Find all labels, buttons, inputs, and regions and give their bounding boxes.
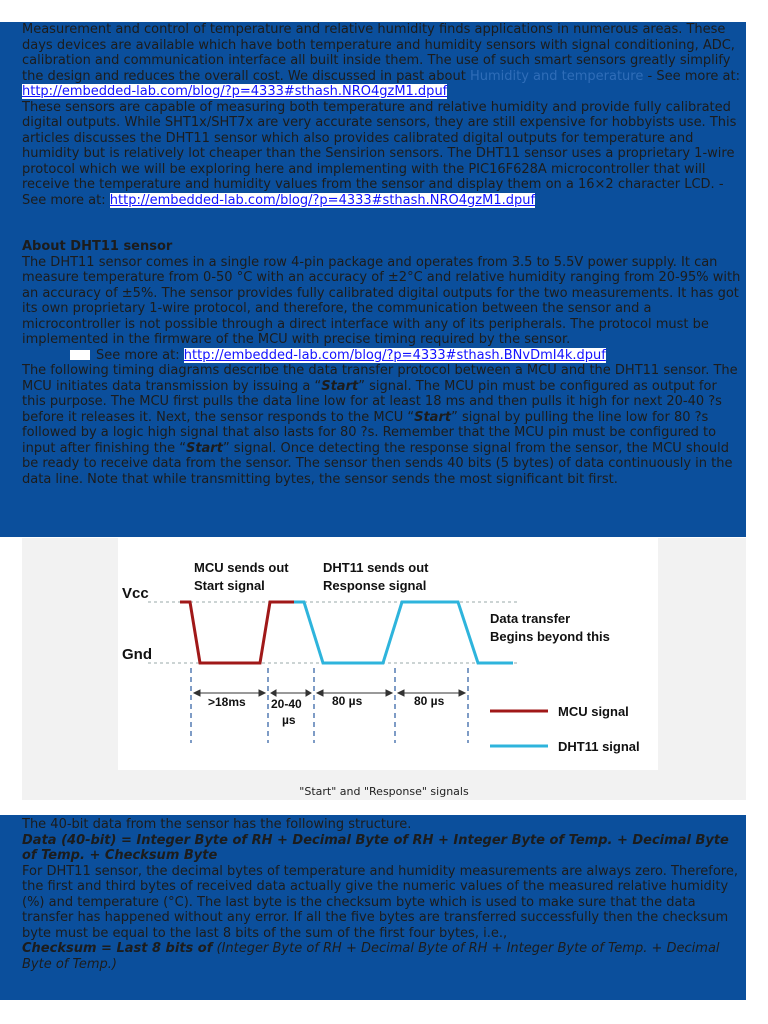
time-80us-low: 80 µs	[332, 694, 363, 708]
intro-section	[0, 22, 746, 239]
timing-diagram	[118, 538, 658, 770]
timing-text-3: ” signal by pulling the line low for 80 ?s followed by a logic high signal that also lasts for 80 ?s. Remember that the MCU pin must be configured to input after finishing the “	[22, 409, 717, 456]
section-heading: About DHT11 sensor	[22, 239, 173, 254]
time-80us-high: 80 µs	[414, 694, 445, 708]
start-term: Start	[321, 378, 359, 394]
transfer-label-line2: Begins beyond this	[490, 629, 610, 644]
time-gt18ms: >18ms	[208, 695, 246, 709]
checksum-label: Checksum = Last 8 bits of	[22, 941, 213, 956]
source-link-3[interactable]: http://embedded-lab.com/blog/?p=4333#sthash.BNvDmI4k.dpuf	[183, 347, 606, 363]
sensors-text: These sensors are capable of measuring both temperature and relative humidity and provide fully calibrated digital outputs. While SHT1x/SHT7x are very accurate sensors, they are still expensive for hobbyists use. This articles discusses the DHT11 sensor which also provides calibrated digital outputs for temperature and humidity but is relatively lot cheaper than the Sensirion sensors. The DHT11 sensor uses a proprietary 1-wire protocol which we will be exploring here and implementing with the PIC16F628A microcontroller that will receive the temperature and humidity values from the sensor and display them on a 16×2 character LCD.	[22, 99, 737, 192]
gnd-label: Gnd	[122, 646, 152, 663]
checksum-formula	[22, 941, 742, 972]
start-term: Start	[185, 440, 223, 456]
source-link-1[interactable]: http://embedded-lab.com/blog/?p=4333#sthash.NRO4gzM1.dpuf	[22, 84, 448, 99]
intro-text: Measurement and control of temperature and relative humidity finds applications in numerous areas. These days devices are available which have both temperature and humidity sensors with signal conditioning, ADC, calibration and communication interface all built inside them. The use of such smart sensors greatly simplify the design and reduces the overall cost. We discussed in past about	[22, 22, 735, 84]
timing-diagram-figure	[22, 538, 746, 800]
intro-paragraph	[22, 22, 742, 100]
source-link-2[interactable]: http://embedded-lab.com/blog/?p=4333#sthash.NRO4gzM1.dpuf	[109, 192, 536, 208]
timing-paragraph	[22, 363, 742, 487]
checksum-expression: (Integer Byte of RH + Decimal Byte of RH + Integer Byte of Temp. + Decimal Byte of Temp.)	[22, 941, 720, 972]
bullet-marker	[70, 350, 90, 360]
dht11-description: The DHT11 sensor comes in a single row 4-pin package and operates from 3.5 to 5.5V power supply. It can measure temperature from 0-50 °C with an accuracy of ±2°C and relative humidity ranging from 20-95% with an accuracy of ±5%. The sensor provides fully calibrated digital outputs for the two measurements. It has got its own proprietary 1-wire protocol, and therefore, the communication between the sensor and a microcontroller is not possible through a direct interface with any of its peripherals. The protocol must be implemented in the firmware of the MCU with precise timing required by the sensor.	[22, 254, 741, 347]
data-structure-section	[0, 815, 746, 1000]
start-term: Start	[414, 409, 452, 425]
see-more-row	[22, 348, 742, 364]
see-more-label: - See more at:	[647, 68, 740, 84]
figure-caption: "Start" and "Response" signals	[299, 785, 469, 798]
dht-label-line2: Response signal	[323, 578, 427, 593]
mcu-label-line2: Start signal	[194, 578, 265, 593]
structure-intro: The 40-bit data from the sensor has the following structure.	[22, 817, 412, 832]
timing-text-1: The following timing diagrams describe the data transfer protocol between a MCU and the DHT11 sensor. The MCU initiates data transmission by issuing a “	[22, 363, 738, 394]
legend-dht11: DHT11 signal	[558, 739, 640, 754]
dht-label-line1: DHT11 sends out	[323, 560, 429, 575]
data-formula: Data (40-bit) = Integer Byte of RH + Decimal Byte of RH + Integer Byte of Temp. + Decimal Byte of Temp. + Checksum Byte	[22, 832, 729, 863]
see-more-label: - See more at:	[22, 177, 724, 208]
about-dht11-section	[0, 239, 746, 537]
mcu-label-line1: MCU sends out	[194, 560, 289, 575]
timing-text-2: ” signal. The MCU pin must be configured as output for this purpose. The MCU first pulls the data line low for at least 18 ms and then pulls it high for next 20-40 ?s before it releases it. Next, the sensor responds to the MCU “	[22, 378, 722, 425]
checksum-explanation: For DHT11 sensor, the decimal bytes of temperature and humidity measurements are always zero. Therefore, the first and third bytes of received data actually give the numeric values of the measured relative humidity (%) and temperature (°C). The last byte is the checksum byte which is used to make sure that the data transfer has happened without any error. If all the five bytes are transferred successfully then the checksum byte must be equal to the last 8 bits of the sum of the first four bytes, i.e.,	[22, 863, 738, 941]
see-more-label: See more at:	[96, 347, 180, 363]
legend-mcu: MCU signal	[558, 704, 629, 719]
humidity-temperature-link-text[interactable]: Humidity and temperature	[469, 68, 644, 84]
time-20-40: 20-40	[271, 697, 302, 711]
time-20-40-unit: µs	[282, 713, 296, 727]
timing-text-4: ” signal. Once detecting the response signal from the sensor, the MCU should be ready to receive data from the sensor. The sensor then sends 40 bits (5 bytes) of data continuously in the data line. Note that while transmitting bytes, the sensor sends the most significant bit first.	[22, 440, 733, 487]
transfer-label-line1: Data transfer	[490, 611, 571, 626]
sensors-paragraph	[22, 100, 742, 209]
vcc-label: Vcc	[122, 585, 149, 602]
